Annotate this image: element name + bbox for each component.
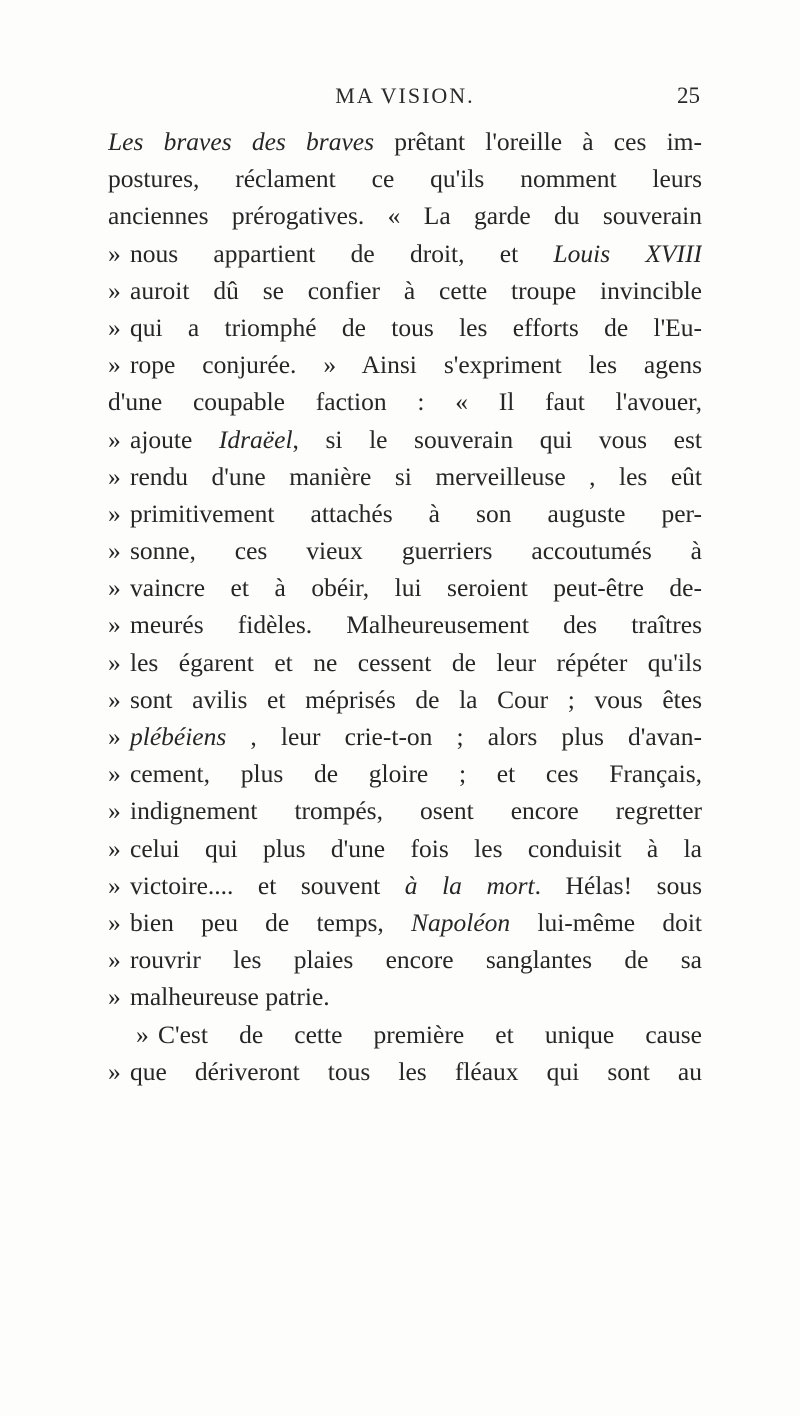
running-title: MA VISION. — [335, 83, 475, 108]
quote-mark: » — [108, 275, 121, 305]
text-run: vaincre et à obéir, lui seroient peut-être de- — [130, 573, 702, 603]
quote-mark: » — [108, 573, 121, 603]
quote-mark: » — [108, 722, 121, 751]
text-run: postures, réclament ce qu'ils nomment leurs — [108, 164, 702, 194]
text-run: lui-même doit — [510, 907, 702, 937]
text-line — [108, 755, 702, 792]
text-run: primitivement attachés à son auguste per- — [130, 498, 702, 528]
quote-mark: » — [108, 461, 121, 491]
text-line — [108, 495, 702, 532]
text-line — [108, 235, 702, 272]
text-run: qui a triomphé de tous les efforts de l'Eu- — [130, 312, 702, 342]
text-line — [108, 830, 702, 867]
text-run: que dériveront tous les fléaux qui sont au — [130, 1056, 702, 1086]
text-run: sont avilis et méprisés de la Cour ; vous êtes — [130, 684, 702, 714]
text-line — [108, 606, 702, 643]
text-run: cement, plus de gloire ; et ces Français, — [130, 759, 702, 789]
text-run: d'une coupable faction : « Il faut l'avouer, — [108, 387, 702, 417]
quote-mark: » — [108, 610, 121, 640]
text-run: auroit dû se confier à cette troupe invincible — [130, 275, 702, 305]
text-line — [108, 1053, 702, 1090]
quote-mark: » — [108, 870, 121, 900]
quote-mark: » — [108, 424, 121, 454]
text-run: rouvrir les plaies encore sanglantes de sa — [130, 945, 702, 975]
text-line — [108, 532, 702, 569]
italic-text: à la mort — [404, 870, 535, 900]
text-run: rope conjurée. » Ainsi s'expriment les agens — [130, 350, 702, 380]
text-run: . Hélas! sous — [534, 870, 702, 900]
text-line — [108, 197, 702, 234]
text-line — [108, 718, 702, 755]
quote-mark: » — [108, 498, 121, 528]
quote-mark: » — [108, 536, 121, 566]
text-run: celui qui plus d'une fois les conduisit à la — [130, 833, 702, 863]
text-line — [108, 978, 702, 1015]
quote-mark: » — [108, 759, 121, 789]
text-line — [108, 681, 702, 718]
text-run: nous appartient de droit, et — [130, 238, 554, 268]
text-run: bien peu de temps, — [130, 907, 411, 937]
quote-mark: » — [108, 238, 121, 268]
italic-text: plébéiens — [130, 722, 227, 751]
quote-mark: » — [136, 1019, 149, 1049]
quote-mark: » — [108, 350, 121, 380]
quote-mark: » — [108, 312, 121, 342]
text-run: meurés fidèles. Malheureusement des traîtres — [130, 610, 702, 640]
quote-mark: » — [108, 833, 121, 863]
text-line — [108, 272, 702, 309]
italic-text: Napoléon — [410, 907, 511, 937]
italic-text: Idraëel — [218, 424, 293, 454]
text-run: , leur crie-t-on ; alors plus d'avan- — [226, 722, 702, 751]
text-run: C'est de cette première et unique cause — [158, 1019, 702, 1049]
italic-text: Louis XVIII — [553, 238, 702, 268]
italic-text: Les braves des braves — [108, 127, 375, 156]
body-text — [108, 123, 702, 1090]
quote-mark: » — [108, 1056, 121, 1086]
text-line — [108, 383, 702, 420]
text-run: victoire.... et souvent — [130, 870, 405, 900]
text-line — [108, 644, 702, 681]
text-line — [108, 867, 702, 904]
text-run: indignement trompés, osent encore regretter — [130, 796, 702, 826]
text-run: les égarent et ne cessent de leur répéter qu'ils — [130, 647, 702, 677]
text-line — [108, 792, 702, 829]
text-line — [108, 346, 702, 383]
text-run: malheureuse patrie. — [130, 982, 330, 1012]
page-number: 25 — [677, 83, 700, 108]
text-line — [108, 1016, 702, 1053]
text-line — [108, 160, 702, 197]
quote-mark: » — [108, 647, 121, 677]
text-run: sonne, ces vieux guerriers accoutumés à — [130, 536, 702, 566]
text-line — [108, 421, 702, 458]
text-line — [108, 569, 702, 606]
text-line — [108, 941, 702, 978]
text-run: anciennes prérogatives. « La garde du souverain — [108, 201, 702, 231]
text-run: prêtant l'oreille à ces im- — [374, 127, 702, 156]
quote-mark: » — [108, 684, 121, 714]
text-run: rendu d'une manière si merveilleuse , les eût — [130, 461, 702, 491]
text-line — [108, 123, 702, 160]
quote-mark: » — [108, 982, 121, 1012]
page-header — [110, 83, 700, 113]
text-run: , si le souverain qui vous est — [292, 424, 702, 454]
quote-mark: » — [108, 907, 121, 937]
text-line — [108, 458, 702, 495]
text-line — [108, 309, 702, 346]
quote-mark: » — [108, 796, 121, 826]
text-run: ajoute — [130, 424, 219, 454]
quote-mark: » — [108, 945, 121, 975]
text-line — [108, 904, 702, 941]
